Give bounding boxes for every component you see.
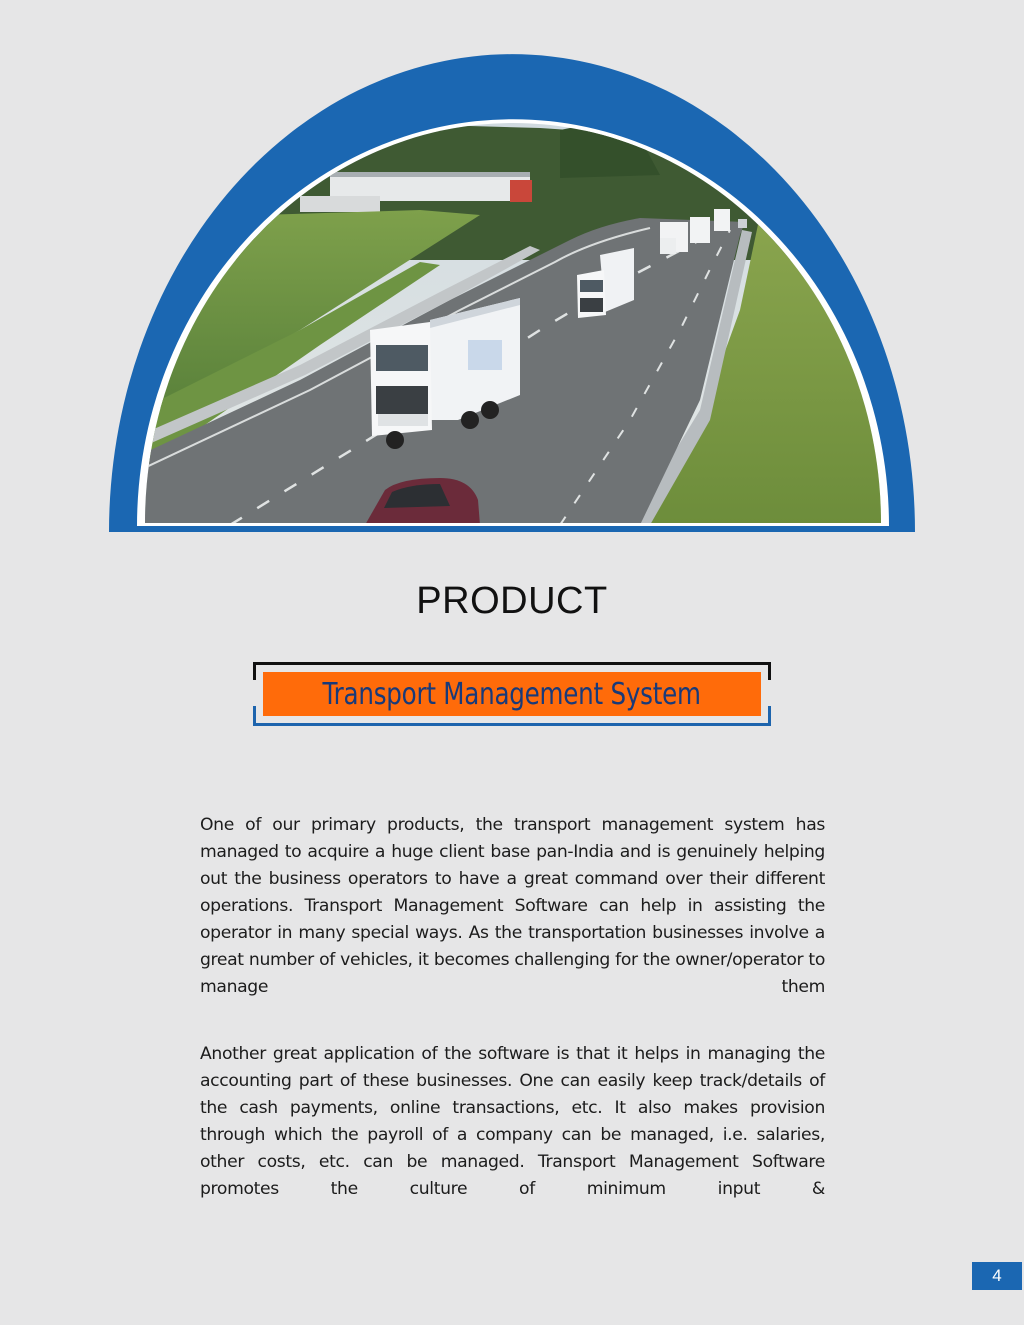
highway-trucks-photo (140, 100, 890, 530)
page-number: 4 (972, 1262, 1022, 1290)
paragraph-1: One of our primary products, the transport management system has managed to acquire a huge client base pan-India and is genuinely helping out the business operators to have a great command over their different operations. Transport Management Software can help in assisting the operator in many special ways. As the transportation businesses involve a great number of vehicles, it becomes challenging for the owner/operator to manage them (200, 815, 825, 998)
page-title: PRODUCT (416, 580, 608, 622)
subtitle-banner (263, 672, 761, 716)
hero-arch-photo (0, 0, 1024, 560)
paragraph-2: Another great application of the software is that it helps in managing the accounting part of these businesses. One can easily keep track/details of the cash payments, online transactions, etc. It also makes provision through which the payroll of a company can be managed, i.e. salaries, other costs, etc. can be managed. Transport Management Software promotes the culture of minimum input & (200, 1044, 825, 1200)
subtitle-text: Transport Management System (322, 676, 702, 712)
subtitle-frame (253, 662, 771, 726)
